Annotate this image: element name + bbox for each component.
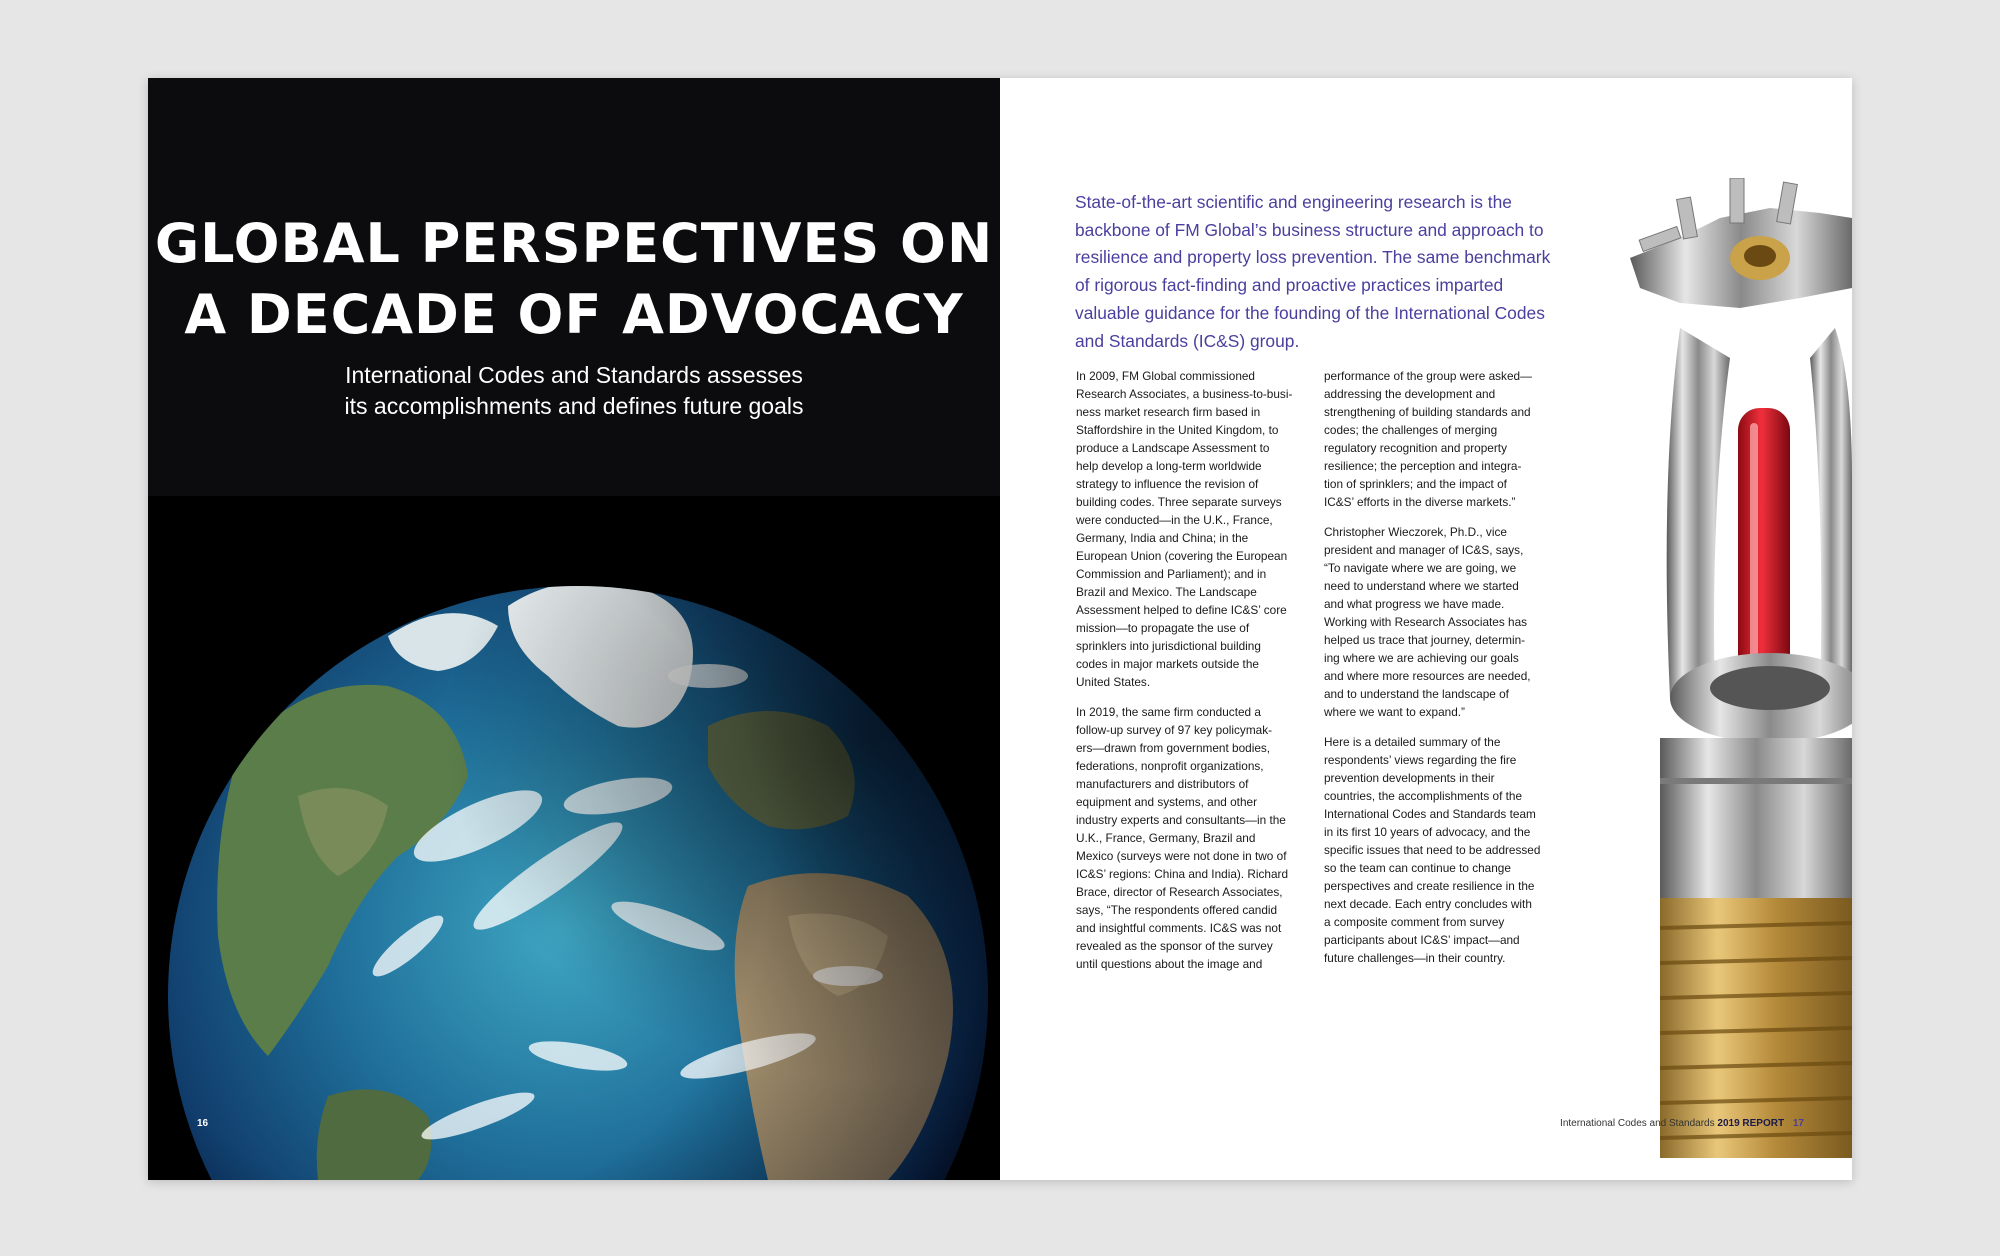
intro-line: valuable guidance for the founding of the International Codes (1075, 302, 1545, 323)
body-line: federations, nonprofit organizations, (1076, 759, 1264, 773)
headline (148, 208, 1000, 350)
body-line: U.K., France, Germany, Brazil and (1076, 831, 1256, 845)
body-line: follow-up survey of 97 key policymak- (1076, 723, 1273, 737)
body-line: tion of sprinklers; and the impact of (1324, 477, 1507, 491)
body-line: produce a Landscape Assessment to (1076, 441, 1270, 455)
body-line: “To navigate where we are going, we (1324, 561, 1517, 575)
body-line: prevention developments in their (1324, 771, 1495, 785)
body-line: Mexico (surveys were not done in two of (1076, 849, 1287, 863)
body-line: help develop a long-term worldwide (1076, 459, 1262, 473)
body-line: ness market research firm based in (1076, 405, 1261, 419)
body-line: and where more resources are needed, (1324, 669, 1531, 683)
body-line: strengthening of building standards and (1324, 405, 1531, 419)
body-line: strategy to influence the revision of (1076, 477, 1259, 491)
body-line: Commission and Parliament); and in (1076, 567, 1267, 581)
body-line: Working with Research Associates has (1324, 615, 1528, 629)
body-line: specific issues that need to be addressed (1324, 843, 1541, 857)
body-line: need to understand where we started (1324, 579, 1519, 593)
fire-sprinkler-image (1620, 178, 1852, 1158)
body-line: In 2019, the same firm conducted a (1076, 705, 1261, 719)
body-line: Germany, India and China; in the (1076, 531, 1249, 545)
body-line: until questions about the image and (1076, 957, 1263, 971)
intro-line: resilience and property loss prevention. The same benchmark (1075, 247, 1551, 268)
footer-report: 2019 REPORT (1717, 1118, 1785, 1129)
body-line: respondents’ views regarding the fire (1324, 753, 1517, 767)
footer-publication: International Codes and Standards (1560, 1118, 1715, 1129)
body-line: manufacturers and distributors of (1076, 777, 1249, 791)
body-line: where we want to expand.” (1324, 705, 1465, 719)
body-line: IC&S’ efforts in the diverse markets.” (1324, 495, 1516, 509)
body-line: revealed as the sponsor of the survey (1076, 939, 1273, 953)
body-line: European Union (covering the European (1076, 549, 1288, 563)
subheadline-line: its accomplishments and defines future goals (344, 393, 804, 419)
body-line: industry experts and consultants—in the (1076, 813, 1286, 827)
body-column-1 (1076, 367, 1321, 985)
right-page (1000, 78, 1852, 1180)
body-line: ing where we are achieving our goals (1324, 651, 1519, 665)
body-line: resilience; the perception and integra- (1324, 459, 1522, 473)
body-line: codes in major markets outside the (1076, 657, 1259, 671)
body-line: says, “The respondents offered candid (1076, 903, 1278, 917)
body-line: codes; the challenges of merging (1324, 423, 1498, 437)
subheadline (148, 360, 1000, 422)
body-line: Christopher Wieczorek, Ph.D., vice (1324, 525, 1507, 539)
earth-globe-image (148, 496, 1000, 1180)
body-line: countries, the accomplishments of the (1324, 789, 1523, 803)
body-line: International Codes and Standards team (1324, 807, 1536, 821)
body-line: mission—to propagate the use of (1076, 621, 1250, 635)
body-line: sprinklers into jurisdictional building (1076, 639, 1261, 653)
intro-line: State-of-the-art scientific and engineering research is the (1075, 192, 1512, 212)
body-line: building codes. Three separate surveys (1076, 495, 1282, 509)
body-line: addressing the development and (1324, 387, 1496, 401)
intro-line: and Standards (IC&S) group. (1075, 330, 1300, 351)
body-line: in its first 10 years of advocacy, and the (1324, 825, 1531, 839)
subheadline-line: International Codes and Standards assesses (345, 362, 803, 388)
body-line: president and manager of IC&S, says, (1324, 543, 1524, 557)
page-number-left: 16 (197, 1118, 209, 1129)
body-paragraph (1076, 703, 1321, 973)
body-line: perspectives and create resilience in the (1324, 879, 1535, 893)
magazine-spread (148, 78, 1852, 1180)
body-paragraph (1324, 523, 1569, 721)
body-line: helped us trace that journey, determin- (1324, 633, 1526, 647)
body-line: Brazil and Mexico. The Landscape (1076, 585, 1257, 599)
body-line: next decade. Each entry concludes with (1324, 897, 1532, 911)
headline-line: GLOBAL PERSPECTIVES ON (154, 212, 994, 275)
body-line: were conducted—in the U.K., France, (1076, 513, 1273, 527)
body-line: IC&S’ regions: China and India). Richard (1076, 867, 1289, 881)
body-column-2 (1324, 367, 1569, 979)
headline-line: A DECADE OF ADVOCACY (184, 283, 964, 346)
body-line: and insightful comments. IC&S was not (1076, 921, 1282, 935)
body-line: equipment and systems, and other (1076, 795, 1257, 809)
body-line: Staffordshire in the United Kingdom, to (1076, 423, 1279, 437)
body-line: United States. (1076, 675, 1151, 689)
page-footer (1560, 1118, 1804, 1129)
body-line: Research Associates, a business-to-busi- (1076, 387, 1293, 401)
intro-line: of rigorous fact-finding and proactive practices imparted (1075, 275, 1504, 296)
body-line: Here is a detailed summary of the (1324, 735, 1501, 749)
body-line: Assessment helped to define IC&S’ core (1076, 603, 1287, 617)
body-line: future challenges—in their country. (1324, 951, 1506, 965)
body-paragraph (1324, 733, 1569, 967)
body-line: Brace, director of Research Associates, (1076, 885, 1283, 899)
left-page (148, 78, 1000, 1180)
body-line: so the team can continue to change (1324, 861, 1511, 875)
body-line: regulatory recognition and property (1324, 441, 1507, 455)
intro-line: backbone of FM Global’s business structure and approach to (1075, 219, 1544, 240)
intro-paragraph (1075, 189, 1575, 355)
body-line: performance of the group were asked— (1324, 369, 1532, 383)
body-line: In 2009, FM Global commissioned (1076, 369, 1255, 383)
body-line: a composite comment from survey (1324, 915, 1505, 929)
body-paragraph (1324, 367, 1569, 511)
body-paragraph (1076, 367, 1321, 691)
body-line: participants about IC&S’ impact—and (1324, 933, 1520, 947)
body-line: and to understand the landscape of (1324, 687, 1509, 701)
body-line: and what progress we have made. (1324, 597, 1505, 611)
page-number-right: 17 (1792, 1118, 1804, 1129)
body-line: ers—drawn from government bodies, (1076, 741, 1271, 755)
